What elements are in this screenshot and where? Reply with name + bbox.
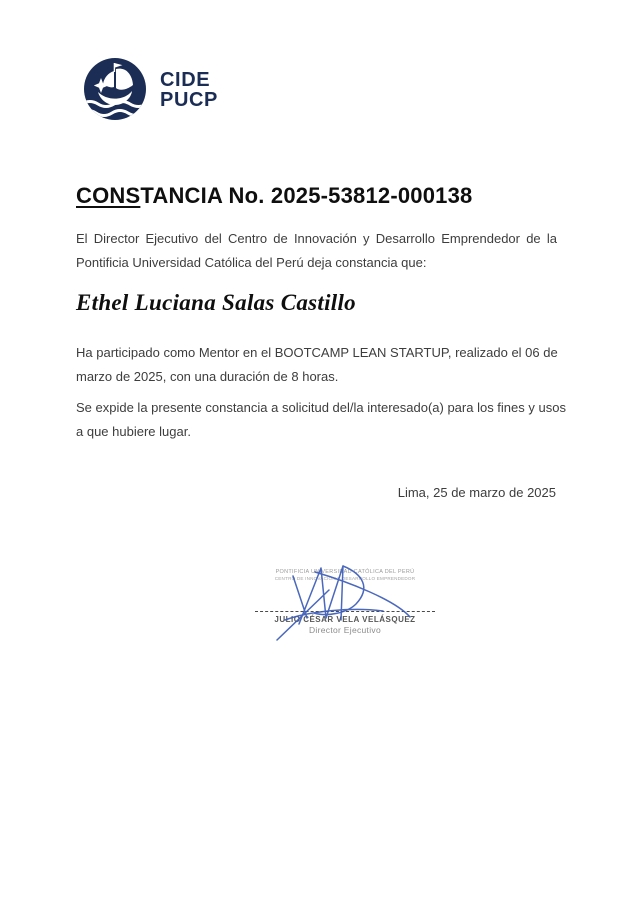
stamp-center-line: CENTRO DE INNOVACIÓN Y DESARROLLO EMPRENDEDOR <box>274 576 416 581</box>
closing-paragraph <box>76 396 566 444</box>
intro-paragraph <box>76 227 557 275</box>
closing-line-1: Se expide la presente constancia a solicitud del/la interesado(a) para los fines y usos <box>76 400 566 415</box>
stamp-university-line: PONTIFICIA UNIVERSIDAD CATÓLICA DEL PERÚ <box>275 569 415 575</box>
logo-wordmark <box>160 70 218 110</box>
date-line: Lima, 25 de marzo de 2025 <box>397 485 556 500</box>
logo-line-pucp: PUCP <box>160 89 218 111</box>
title-rest-part: TANCIA No. 2025-53812-000138 <box>140 183 473 208</box>
ship-logo-icon <box>83 57 147 121</box>
signer-name: JULIO CÉSAR VELA VELÁSQUEZ <box>274 615 416 624</box>
body-line-1: Ha participado como Mentor en el BOOTCAMP LEAN STARTUP, realizado el 06 de <box>76 345 558 360</box>
signature-block <box>255 569 435 635</box>
body-line-2: marzo de 2025, con una duración de 8 horas. <box>76 369 339 384</box>
logo <box>83 57 218 121</box>
intro-line-1: El Director Ejecutivo del Centro de Innovación y Desarrollo Emprendedor de la <box>76 231 557 246</box>
intro-line-2: Pontificia Universidad Católica del Perú deja constancia que: <box>76 255 427 270</box>
signature-line <box>255 611 435 612</box>
body-paragraph <box>76 341 557 389</box>
recipient-name: Ethel Luciana Salas Castillo <box>76 290 356 315</box>
signer-title: Director Ejecutivo <box>308 625 381 635</box>
title-underlined-part: CONS <box>76 183 141 208</box>
document-title <box>76 183 472 209</box>
logo-line-cide: CIDE <box>160 69 211 91</box>
closing-line-2: a que hubiere lugar. <box>76 424 191 439</box>
